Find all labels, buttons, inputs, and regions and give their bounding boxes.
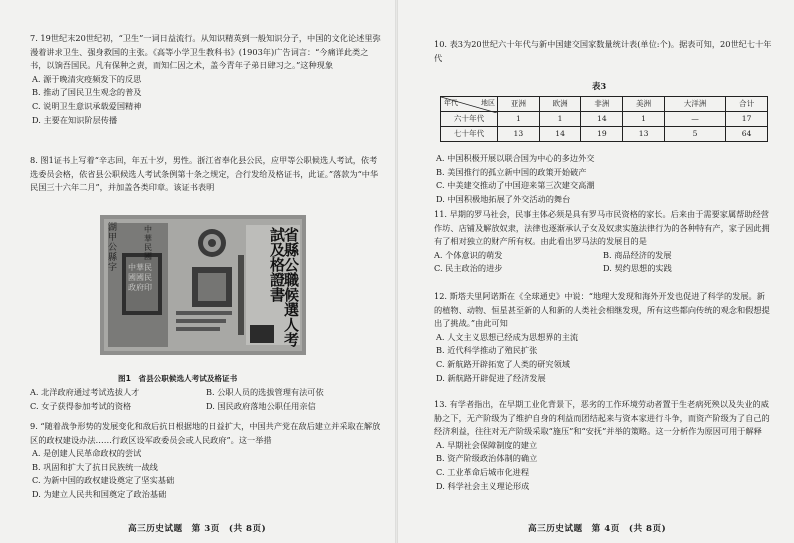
question-10-option-d: D. 中国积极地拓展了外交活动的舞台 bbox=[436, 193, 571, 204]
question-11-stem: 11. 早期的罗马社会，民事主体必须是具有罗马市民资格的家长。后来由于需要家属帮助经营作坊、店铺及解放奴隶，法律也逐渐承认子女及奴隶实施法律行为的各种特有产，家子因此拥有了相对独立的财产所有权。由此看出罗马法的发展目的是 bbox=[434, 209, 770, 247]
figure-1-certificate bbox=[100, 215, 306, 355]
table-cell: 64 bbox=[726, 127, 768, 142]
table-corner-cell bbox=[441, 97, 498, 112]
question-12-option-c: C. 新航路开辟拓宽了人类的研究领域 bbox=[436, 358, 570, 369]
question-9-option-c: C. 为新中国的政权建设奠定了坚实基础 bbox=[32, 475, 175, 486]
question-13-option-b: B. 资产阶级政治体制的确立 bbox=[436, 453, 538, 464]
table-3 bbox=[440, 96, 768, 142]
table-col-header: 非洲 bbox=[581, 97, 623, 112]
table-corner-region: 地区 bbox=[481, 99, 495, 107]
table-cell: 14 bbox=[539, 127, 581, 142]
question-10-option-a: A. 中国积极开展以联合国为中心的多边外交 bbox=[436, 153, 595, 163]
question-11-option-d: D. 契约思想的实践 bbox=[603, 263, 672, 274]
question-11-option-a: A. 个体意识的萌发 bbox=[434, 249, 503, 260]
certificate-left-top-text: 中華民國 bbox=[144, 225, 152, 261]
question-12-stem: 12. 斯塔夫里阿诺斯在《全球通史》中说：“地理大发现和海外开发也促进了科学的发展。新的植物、动物、恒星甚至新的人和新的人类社会相继发现，所有这些都向传统的观念和假想提出了挑战。”由此可知 bbox=[434, 291, 770, 329]
page-3 bbox=[0, 0, 396, 543]
question-11 bbox=[434, 208, 772, 276]
question-12-option-b: B. 近代科学推动了殖民扩张 bbox=[436, 345, 538, 356]
question-7-option-a: A. 源于晚清灾疫频发下的反思 bbox=[32, 73, 142, 84]
question-13 bbox=[434, 398, 772, 493]
question-9-option-a: A. 是创建人民革命政权的尝试 bbox=[32, 448, 142, 459]
question-13-option-a: A. 早期社会保障制度的建立 bbox=[436, 439, 538, 450]
question-10-stem: 10. 表3为20世纪六十年代与新中国建交国家数量统计表(单位:个)。据表可知，20世纪七十年代 bbox=[434, 39, 772, 63]
question-7-stem: 7. 19世纪末20世纪初，“卫生”一词日益流行。从知识精英到一般知识分子，中国的文化论述里弥漫着讲求卫生、强身救国的主张。《高等小学卫生教科书》(1903年)广告词言：“今痛详此类之书，以饷吾国民。凡有保种之责，而知仁因之术，盖今青年子弟日肆习之。”这种现象 bbox=[30, 33, 381, 71]
table-col-header: 欧洲 bbox=[539, 97, 581, 112]
table-row-label: 六十年代 bbox=[441, 112, 498, 127]
question-10-options bbox=[434, 152, 772, 206]
question-9 bbox=[30, 420, 382, 502]
table-cell: 13 bbox=[498, 127, 540, 142]
question-13-option-d: D. 科学社会主义理论形成 bbox=[436, 480, 530, 491]
page-4 bbox=[398, 0, 794, 543]
question-11-option-c: C. 民主政治的进步 bbox=[434, 263, 503, 274]
table-row bbox=[441, 112, 768, 127]
table-cell: 17 bbox=[726, 112, 768, 127]
question-8-stem: 8. 图1证书上写着“辛志回，年五十岁，男性。浙江省奉化县公民，应甲等公职候选人考试，依考选委员会格，依省县公职候选人考试条例第十条之规定，合行发给及格证书，此证。”落款为“中华民国三十六年二月”，并加盖各类印章。该证书表明 bbox=[30, 155, 379, 193]
page-3-footer: 高三历史试题 第 3页 (共 8页) bbox=[128, 524, 267, 534]
certificate-left-text: 湖甲公縣字 bbox=[108, 223, 118, 273]
certificate-title: 省縣公職候選人考試及格證書 bbox=[268, 227, 300, 347]
question-8-option-c: C. 女子获得参加考试的资格 bbox=[30, 400, 132, 411]
table-row bbox=[441, 127, 768, 142]
table-3-title: 表3 bbox=[592, 81, 607, 91]
question-11-option-b: B. 商品经济的发展 bbox=[603, 249, 672, 260]
question-13-stem: 13. 有学者指出，在早期工业化背景下，恶劣的工作环境劳动者置于生老病死殃以及失业的威胁之下，无产阶级为了维护自身的利益而团结起来与资本家进行斗争，而资产阶级为了自己的经济利益，往往对无产阶级采取“施压”和“安抚”并举的策略。这一分析作为原因可用于解释 bbox=[434, 399, 770, 437]
table-cell: 19 bbox=[581, 127, 623, 142]
question-7-option-b: B. 推动了国民卫生观念的普及 bbox=[32, 87, 142, 98]
question-12-option-a: A. 人文主义思想已经成为思想界的主流 bbox=[436, 331, 579, 342]
certificate-seal: 中華民國國民政府印 bbox=[128, 263, 152, 292]
question-9-option-b: B. 巩固和扩大了抗日民族统一战线 bbox=[32, 461, 158, 472]
table-cell: 14 bbox=[581, 112, 623, 127]
question-12-option-d: D. 新航路开辟促进了经济发展 bbox=[436, 372, 546, 383]
question-10-option-b: B. 美国推行的孤立新中国的政策开始破产 bbox=[436, 166, 587, 177]
table-cell: 1 bbox=[623, 112, 665, 127]
question-8-option-a: A. 北洋政府通过考试选拔人才 bbox=[30, 387, 140, 397]
question-10-stem-block bbox=[434, 38, 772, 65]
figure-1-caption: 图1 省县公职候选人考试及格证书 bbox=[118, 374, 238, 383]
table-col-header: 大洋洲 bbox=[664, 97, 725, 112]
page-4-footer: 高三历史试题 第 4页 (共 8页) bbox=[528, 524, 667, 534]
table-col-header: 亚洲 bbox=[498, 97, 540, 112]
table-row-label: 七十年代 bbox=[441, 127, 498, 142]
question-8 bbox=[30, 154, 382, 195]
table-header-row bbox=[441, 97, 768, 112]
table-cell: 13 bbox=[623, 127, 665, 142]
question-7 bbox=[30, 32, 382, 127]
table-corner-decade: 年代 bbox=[444, 99, 458, 108]
question-8-option-d: D. 国民政府落地公职任用亲信 bbox=[206, 400, 316, 411]
question-13-option-c: C. 工业革命后城市化进程 bbox=[436, 466, 530, 477]
question-7-option-d: D. 主要在知识阶层传播 bbox=[32, 114, 118, 125]
table-col-header: 美洲 bbox=[623, 97, 665, 112]
table-cell: — bbox=[664, 112, 725, 127]
table-col-header: 合计 bbox=[726, 97, 768, 112]
question-9-option-d: D. 为建立人民共和国奠定了政治基础 bbox=[32, 488, 167, 499]
question-10-option-c: C. 中美建交推动了中国迎来第三次建交高潮 bbox=[436, 180, 595, 191]
question-8-options bbox=[30, 386, 382, 413]
table-cell: 5 bbox=[664, 127, 725, 142]
question-9-stem: 9. “随着战争形势的发展变化和敌后抗日根据地的日益扩大，中国共产党在敌后建立并采取在解放区的政权建设办法……行政区设军政委员会或人民政府”。这一举措 bbox=[30, 421, 381, 445]
question-8-option-b: B. 公职人员的选拔管理有法可依 bbox=[206, 387, 324, 397]
question-12 bbox=[434, 290, 772, 385]
question-7-option-c: C. 说明卫生意识承载爱国精神 bbox=[32, 100, 142, 111]
table-cell: 1 bbox=[498, 112, 540, 127]
table-cell: 1 bbox=[539, 112, 581, 127]
